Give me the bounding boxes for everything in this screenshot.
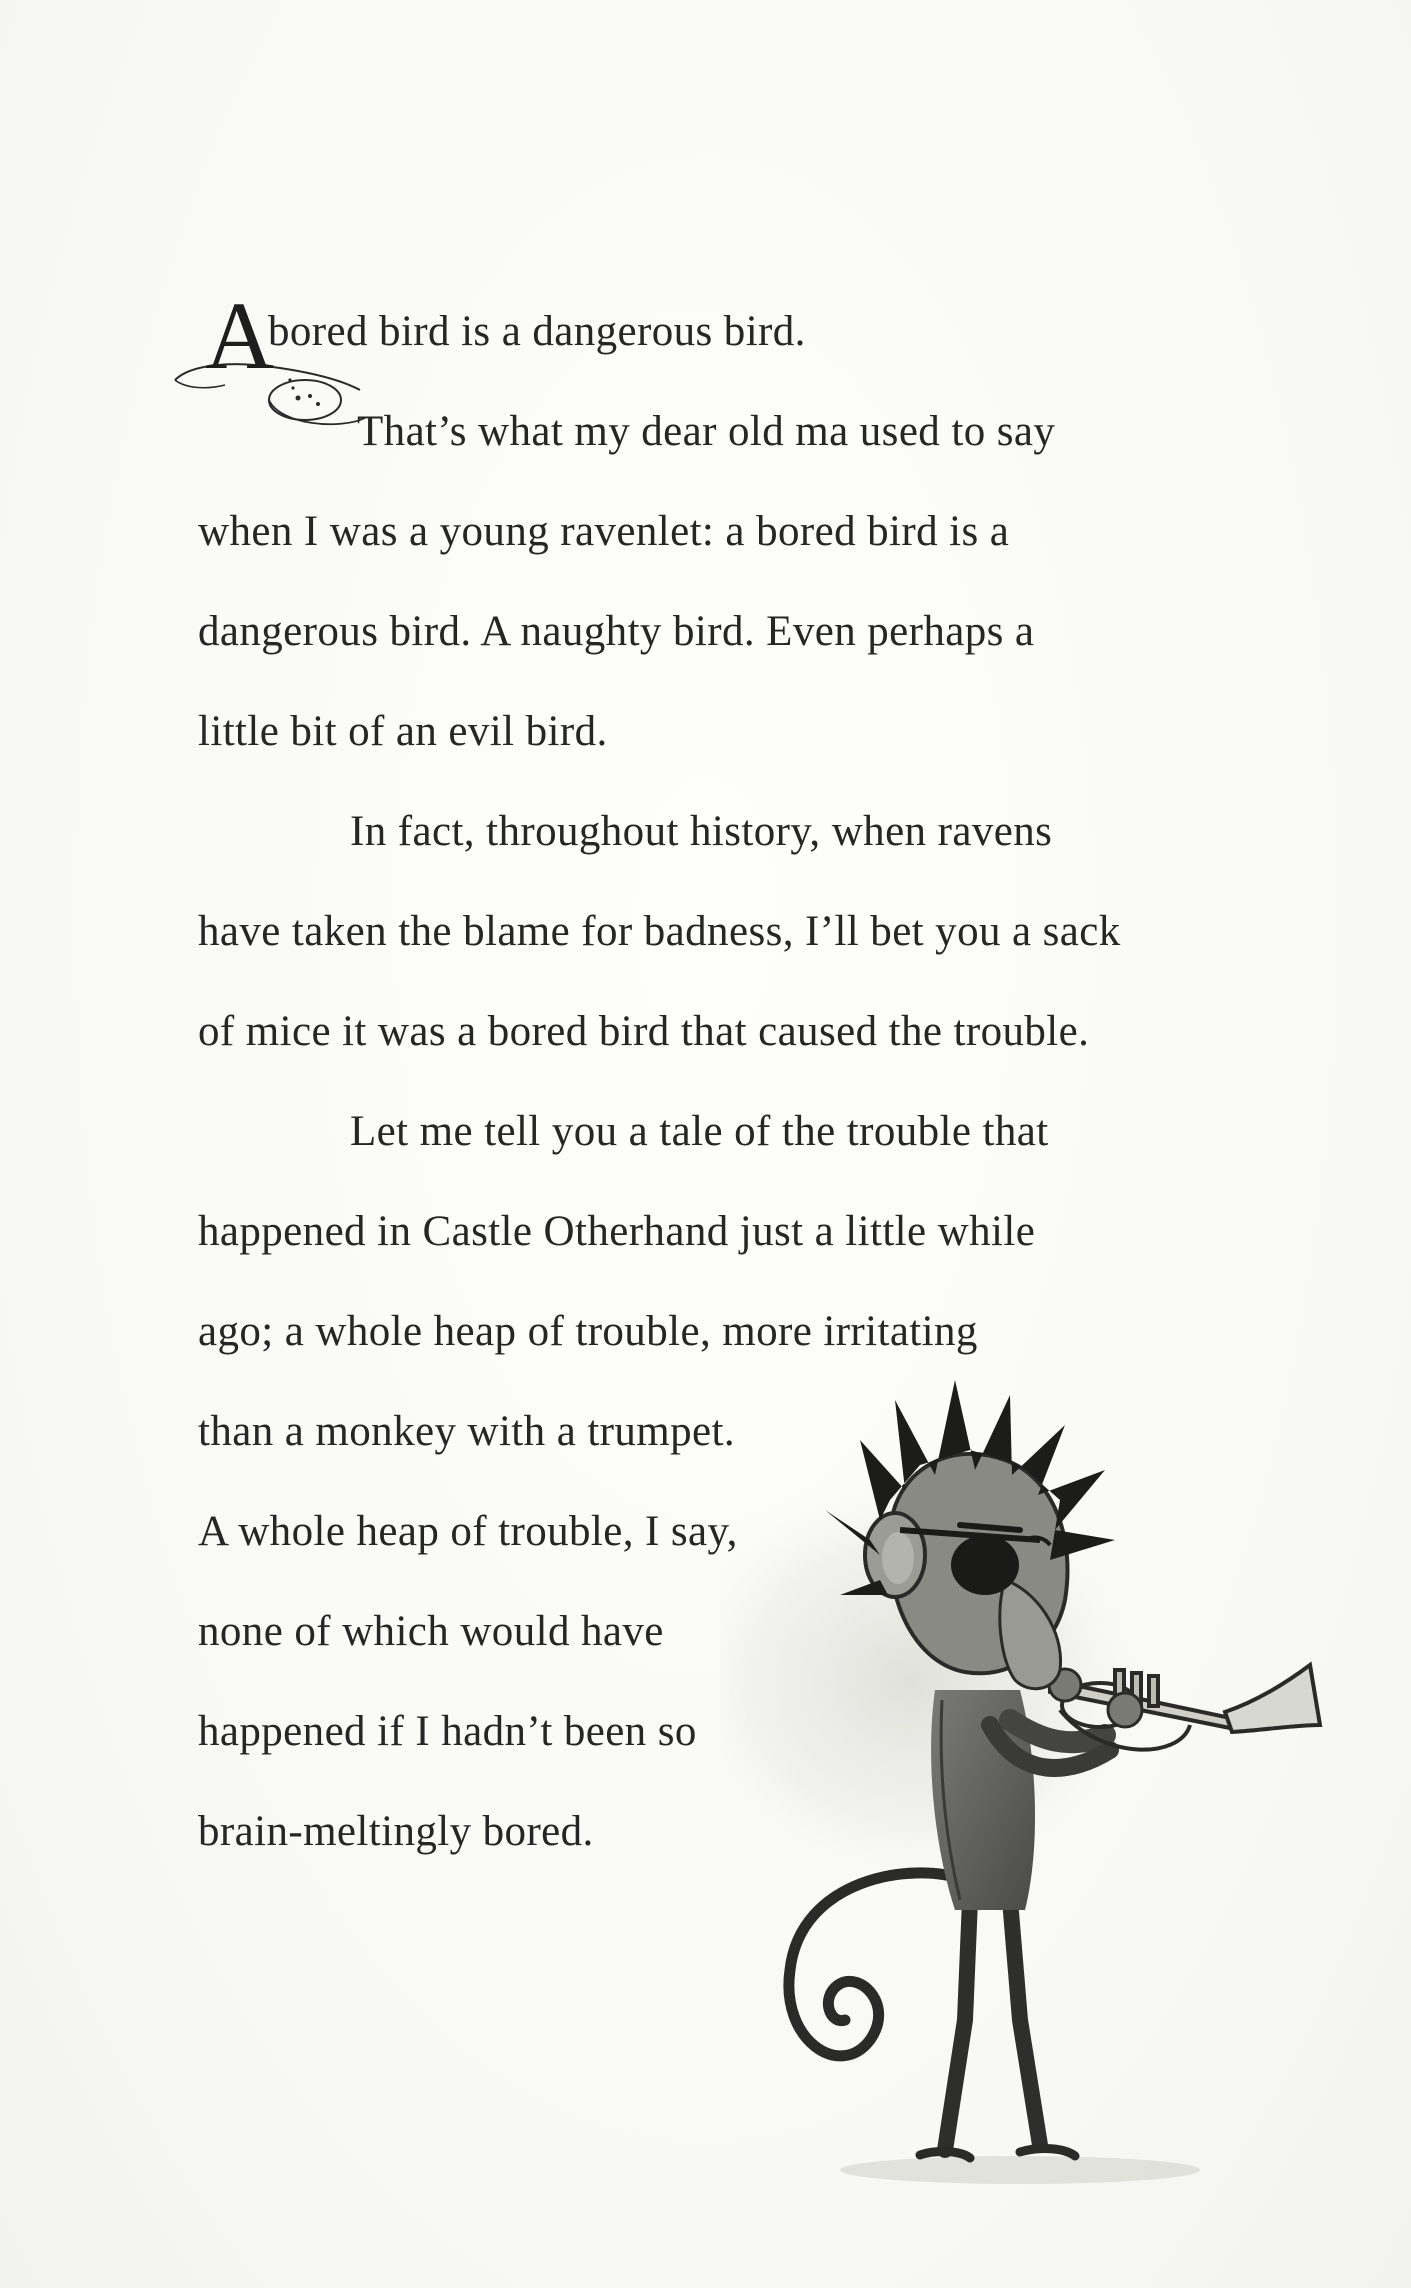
text-line-16: brain-meltingly bored. (198, 1808, 594, 1855)
text-line-6: In fact, throughout history, when ravens (350, 808, 1053, 855)
text-line-13: A whole heap of trouble, I say, (198, 1508, 738, 1555)
text-line-11: ago; a whole heap of trouble, more irritating (198, 1308, 978, 1355)
text-line-14: none of which would have (198, 1608, 664, 1655)
text-line-12: than a monkey with a trumpet. (198, 1408, 736, 1455)
text-line-9: Let me tell you a tale of the trouble that (350, 1108, 1049, 1155)
text-line-2: That’s what my dear old ma used to say (357, 408, 1056, 455)
text-line-4: dangerous bird. A naughty bird. Even perhaps a (198, 608, 1035, 655)
text-line-8: of mice it was a bored bird that caused the trouble. (198, 1008, 1090, 1055)
text-line-1: bored bird is a dangerous bird. (268, 308, 806, 355)
text-line-5: little bit of an evil bird. (198, 708, 608, 755)
drop-cap: A (205, 282, 275, 389)
text-line-10: happened in Castle Otherhand just a little while (198, 1208, 1036, 1255)
monkey-with-trumpet-illustration (720, 1380, 1380, 2260)
text-line-7: have taken the blame for badness, I’ll bet you a sack (198, 908, 1121, 955)
text-line-3: when I was a young ravenlet: a bored bird is a (198, 508, 1010, 555)
text-line-15: happened if I hadn’t been so (198, 1708, 697, 1755)
